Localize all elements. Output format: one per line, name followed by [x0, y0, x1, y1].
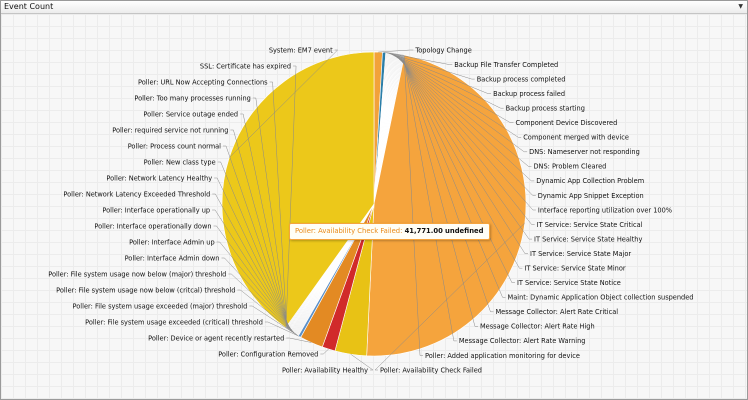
- slice-label-poller-file-system-usage-exceeded-critical-threshold: Poller: File system usage exceeded (critical) threshold: [85, 318, 263, 327]
- tooltip-value: 41,771.00: [404, 227, 443, 235]
- pie-chart: [1, 14, 747, 399]
- slice-label-poller-configuration-removed: Poller: Configuration Removed: [218, 350, 319, 359]
- slice-label-poller-interface-operationally-up: Poller: Interface operationally up: [102, 206, 211, 215]
- slice-label-poller-availability-check-failed: Poller: Availability Check Failed: [380, 366, 482, 375]
- slice-label-poller-added-application-monitoring-for-device: Poller: Added application monitoring for device: [425, 351, 580, 360]
- leader-line-topology-change: [378, 50, 413, 52]
- slice-label-poller-file-system-usage-now-below-major-threshold: Poller: File system usage now below (major) threshold: [48, 270, 227, 279]
- slice-label-dns-problem-cleared: DNS: Problem Cleared: [533, 162, 607, 171]
- slice-label-component-merged-with-device: Component merged with device: [523, 133, 629, 142]
- slice-label-topology-change: Topology Change: [415, 46, 472, 55]
- slice-label-poller-new-class-type: Poller: New class type: [143, 158, 216, 167]
- chart-plot-area: [1, 14, 747, 399]
- slice-label-poller-network-latency-exceeded-threshold: Poller: Network Latency Exceeded Threshold: [63, 190, 211, 199]
- slice-label-it-service-service-state-major: IT Service: Service State Major: [530, 249, 632, 258]
- slice-label-dynamic-app-collection-problem: Dynamic App Collection Problem: [536, 177, 645, 186]
- slice-label-backup-process-failed: Backup process failed: [493, 89, 566, 98]
- slice-label-poller-device-or-agent-recently-restarted: Poller: Device or agent recently restarted: [148, 334, 285, 343]
- slice-label-it-service-service-state-critical: IT Service: Service State Critical: [536, 220, 643, 229]
- slice-label-it-service-service-state-healthy: IT Service: Service State Healthy: [534, 235, 643, 244]
- caret-down-icon[interactable]: ▼: [738, 3, 743, 10]
- slice-label-poller-interface-operationally-down: Poller: Interface operationally down: [94, 222, 212, 231]
- tooltip-unit: undefined: [445, 227, 484, 235]
- slice-label-poller-required-service-not-running: Poller: required service not running: [112, 126, 229, 135]
- slice-label-backup-file-transfer-completed: Backup File Transfer Completed: [454, 60, 559, 69]
- slice-label-poller-url-now-accepting-connections: Poller: URL Now Accepting Connections: [138, 78, 268, 87]
- leader-line-poller-configuration-removed: [320, 349, 328, 354]
- slice-label-interface-reporting-utilization-over-100: Interface reporting utilization over 100%: [537, 206, 673, 215]
- chart-tooltip: [289, 223, 490, 240]
- slice-label-poller-file-system-usage-exceeded-major-threshold: Poller: File system usage exceeded (major) threshold: [72, 302, 248, 311]
- slice-label-it-service-service-state-notice: IT Service: Service State Notice: [516, 279, 621, 288]
- slice-label-ssl-certificate-has-expired: SSL: Certificate has expired: [199, 62, 292, 71]
- slice-label-message-collector-alert-rate-high: Message Collector: Alert Rate High: [479, 322, 595, 331]
- slice-label-message-collector-alert-rate-critical: Message Collector: Alert Rate Critical: [495, 308, 619, 317]
- slice-label-poller-network-latency-healthy: Poller: Network Latency Healthy: [106, 174, 213, 183]
- slice-label-poller-too-many-processes-running: Poller: Too many processes running: [134, 94, 251, 103]
- slice-label-backup-process-completed: Backup process completed: [476, 75, 566, 84]
- slice-label-poller-process-count-normal: Poller: Process count normal: [127, 142, 222, 151]
- slice-label-poller-service-outage-ended: Poller: Service outage ended: [143, 110, 239, 119]
- slice-label-system-em7-event: System: EM7 event: [268, 46, 333, 55]
- slice-label-dns-nameserver-not-responding: DNS: Nameserver not responding: [529, 148, 640, 157]
- slice-label-poller-interface-admin-down: Poller: Interface Admin down: [124, 254, 220, 263]
- slice-label-dynamic-app-snippet-exception: Dynamic App Snippet Exception: [537, 191, 644, 200]
- slice-label-it-service-service-state-minor: IT Service: Service State Minor: [524, 264, 626, 273]
- slice-label-maint-dynamic-application-object-collection-suspended: Maint: Dynamic Application Object collection suspended: [507, 293, 694, 302]
- panel-title: Event Count: [4, 2, 54, 11]
- slice-label-poller-interface-admin-up: Poller: Interface Admin up: [129, 238, 215, 247]
- tooltip-label: Poller: Availability Check Failed:: [295, 227, 403, 235]
- slice-label-component-device-discovered: Component Device Discovered: [515, 119, 618, 128]
- panel-header-dropdown[interactable]: [1, 1, 747, 14]
- slice-label-poller-file-system-usage-now-below-critcal-threshold: Poller: File system usage now below (critcal) threshold: [56, 286, 236, 295]
- slice-label-message-collector-alert-rate-warning: Message Collector: Alert Rate Warning: [458, 337, 586, 346]
- slice-label-backup-process-starting: Backup process starting: [505, 104, 585, 113]
- slice-label-poller-availability-healthy: Poller: Availability Healthy: [282, 366, 368, 375]
